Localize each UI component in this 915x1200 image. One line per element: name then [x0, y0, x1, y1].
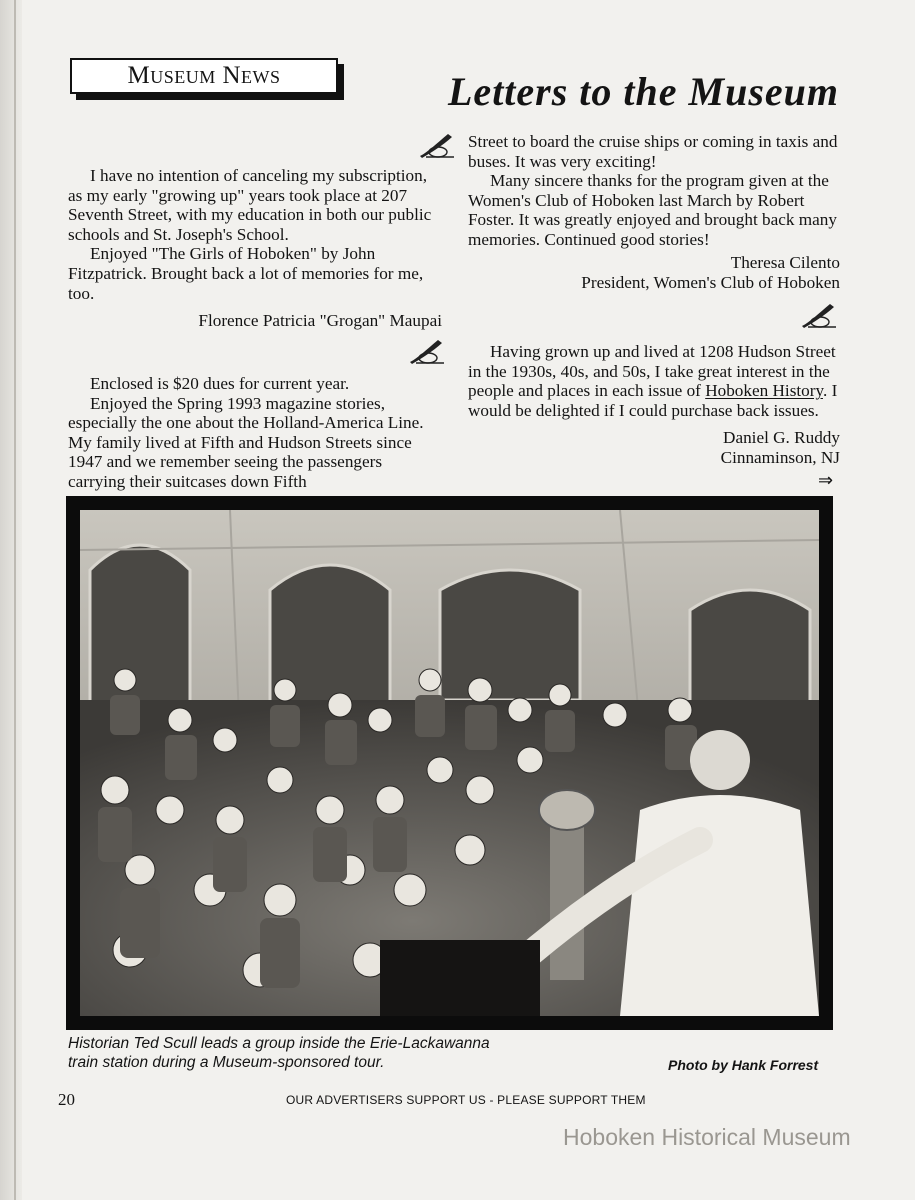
footer-slogan: OUR ADVERTISERS SUPPORT US - PLEASE SUPPORT THEM — [286, 1093, 646, 1107]
letter-4-signature-name: Daniel G. Ruddy — [723, 428, 840, 448]
letter-3-signature-name: Theresa Cilento — [730, 253, 840, 273]
photo-scene — [80, 510, 819, 1016]
section-badge — [70, 58, 338, 94]
page-title: Letters to the Museum — [448, 69, 840, 114]
letter-3-signature-title: President, Women's Club of Hoboken — [581, 272, 840, 292]
continue-arrow: ⇒ — [818, 470, 834, 490]
letter-2-continued — [468, 132, 842, 171]
photo-credit: Photo by Hank Forrest — [668, 1057, 819, 1073]
caption-line-2: train station during a Museum-sponsored tour. — [68, 1054, 385, 1071]
letter-4-text-start: Having grown up and lived at 1208 Hudson Street in the 1930s, 40s, and 50s, I take great interest in the people and places in each issue of — [468, 342, 836, 401]
letter-2-paragraph-1: Enclosed is $20 dues for current year. — [90, 374, 350, 393]
letter-4-text-end: . I would be delighted if I could purchase back issues. — [468, 381, 838, 420]
letter-4-signature-place: Cinnaminson, NJ — [720, 447, 840, 467]
photo-caption — [68, 1034, 490, 1072]
letter-2-paragraph-2: Enjoyed the Spring 1993 magazine stories, especially the one about the Holland-America Line. My family lived at Fifth and Hudson Streets since 1947 and we remember seeing the passengers carrying their suitcases down Fifth — [68, 393, 424, 491]
museum-watermark: Hoboken Historical Museum — [563, 1124, 851, 1150]
letter-3 — [468, 171, 842, 293]
letter-1-paragraph-1: I have no intention of canceling my subscription, as my early "growing up" years took place at 207 Seventh Street, with my education in both our public schools and St. Joseph's School. — [68, 166, 432, 244]
tour-photograph — [66, 496, 833, 1030]
letter-1-signature: Florence Patricia "Grogan" Maupai — [198, 311, 442, 331]
letter-1 — [68, 166, 442, 331]
page-binding-edge — [0, 0, 22, 1200]
letter-4 — [468, 342, 842, 468]
letter-2 — [68, 374, 442, 492]
section-label: Museum News — [127, 62, 281, 89]
caption-line-1: Historian Ted Scull leads a group inside the Erie-Lackawanna — [68, 1035, 490, 1052]
quill-pen-icon — [800, 300, 838, 330]
letter-1-paragraph-2: Enjoyed "The Girls of Hoboken" by John Fitzpatrick. Brought back a lot of memories for me, too. — [68, 244, 424, 303]
publication-title: Hoboken History — [705, 381, 823, 401]
letter-2-continuation: Street to board the cruise ships or coming in taxis and buses. It was very exciting! — [468, 132, 838, 171]
letter-3-paragraph: Many sincere thanks for the program given at the Women's Club of Hoboken last March by Robert Foster. It was greatly enjoyed and brought back many memories. Continued good stories! — [468, 171, 837, 249]
page-number: 20 — [58, 1090, 75, 1109]
station-interior-illustration — [80, 510, 819, 1016]
quill-pen-icon — [418, 130, 456, 160]
quill-pen-icon — [408, 336, 446, 366]
letter-4-paragraph — [468, 342, 842, 420]
